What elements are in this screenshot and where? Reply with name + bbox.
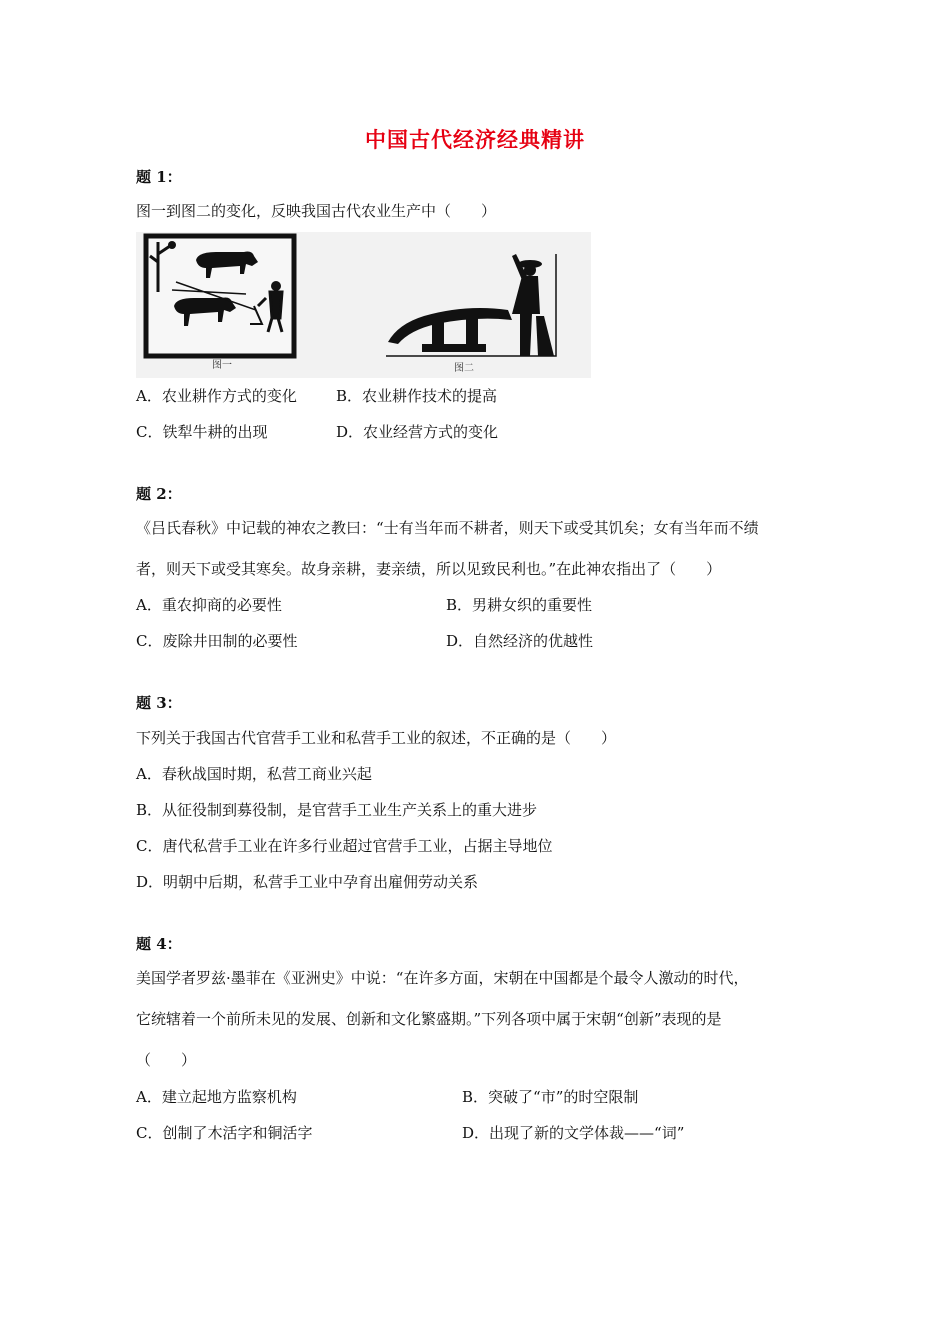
question-3-label: 题 3：	[136, 694, 182, 712]
question-4-option-d[interactable]: D．出现了新的文学体裁——“词”	[462, 1124, 685, 1142]
question-3-option-c[interactable]: C．唐代私营手工业在许多行业超过官营手工业，占据主导地位	[136, 837, 553, 855]
question-1-option-a[interactable]: A．农业耕作方式的变化	[136, 387, 297, 405]
figure-two-image	[386, 254, 556, 374]
question-2-stem-line-1: 《吕氏春秋》中记载的神农之教曰：“士有当年而不耕者，则天下或受其饥矣；女有当年而不绩	[136, 519, 759, 537]
question-1-option-d[interactable]: D．农业经营方式的变化	[336, 423, 499, 441]
question-4-option-c[interactable]: C．创制了木活字和铜活字	[136, 1124, 313, 1142]
question-4-stem-line-2: 它统辖着一个前所未见的发展、创新和文化繁盛期。”下列各项中属于宋朝“创新”表现的是	[136, 1010, 722, 1028]
question-1-label: 题 1：	[136, 168, 182, 186]
question-2-label: 题 2：	[136, 485, 182, 503]
question-3-stem: 下列关于我国古代官营手工业和私营手工业的叙述，不正确的是（ ）	[136, 729, 617, 747]
figure-two-caption: 图二	[454, 363, 474, 374]
question-4-label: 题 4：	[136, 935, 182, 953]
figure-one-caption: 图一	[212, 360, 232, 371]
question-3-option-d[interactable]: D．明朝中后期，私营手工业中孕育出雇佣劳动关系	[136, 873, 479, 891]
question-4-option-b[interactable]: B．突破了“市”的时空限制	[462, 1088, 639, 1106]
question-1-stem: 图一到图二的变化，反映我国古代农业生产中（ ）	[136, 202, 497, 220]
question-4-stem-line-3: （ ）	[136, 1051, 197, 1069]
figure-one-image	[146, 236, 294, 371]
question-2-option-d[interactable]: D．自然经济的优越性	[446, 632, 594, 650]
question-4-stem-line-1: 美国学者罗兹·墨菲在《亚洲史》中说：“在许多方面，宋朝在中国都是个最令人激动的时代，	[136, 969, 749, 987]
question-2-option-b[interactable]: B．男耕女织的重要性	[446, 596, 593, 614]
question-2-option-c[interactable]: C．废除井田制的必要性	[136, 632, 298, 650]
question-2-option-a[interactable]: A．重农抑商的必要性	[136, 596, 282, 614]
question-1-figure	[136, 232, 591, 378]
question-4-option-a[interactable]: A．建立起地方监察机构	[136, 1088, 297, 1106]
question-1-option-b[interactable]: B．农业耕作技术的提高	[336, 387, 498, 405]
question-2-stem-line-2: 者，则天下或受其寒矣。故身亲耕，妻亲绩，所以见致民利也。”在此神农指出了（ ）	[136, 560, 722, 578]
question-3-option-b[interactable]: B．从征役制到募役制，是官营手工业生产关系上的重大进步	[136, 801, 538, 819]
page-title: 中国古代经济经典精讲	[365, 127, 585, 152]
question-1-option-c[interactable]: C．铁犁牛耕的出现	[136, 423, 268, 441]
question-3-option-a[interactable]: A．春秋战国时期，私营工商业兴起	[136, 765, 372, 783]
